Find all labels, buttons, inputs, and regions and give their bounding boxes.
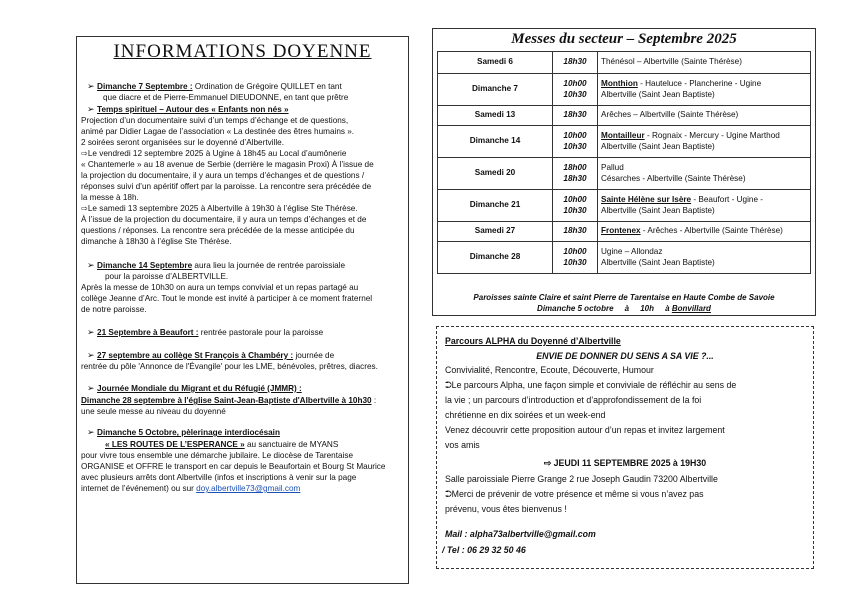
mass-place	[601, 195, 807, 206]
info-line	[81, 236, 232, 247]
mass-places	[598, 52, 811, 74]
mass-times	[553, 74, 598, 106]
masses-footer-parishes: Paroisses sainte Claire et saint Pierre de Tarentaise en Haute Combe de Savoie	[473, 293, 775, 302]
mass-time: 18h30	[563, 110, 587, 120]
mass-places	[598, 190, 811, 222]
bullet-arrow-icon: ➢	[87, 350, 98, 360]
info-line	[81, 159, 374, 170]
info-line	[105, 271, 228, 282]
info-line	[81, 461, 385, 472]
alpha-line: la vie ; un parcours d’introduction et d’approfondissement de la foi	[445, 395, 702, 405]
info-line-heading: « LES ROUTES DE L’ESPERANCE »	[105, 440, 245, 449]
info-line-text: pour la paroisse d’ALBERTVILLE.	[105, 272, 229, 281]
mass-place	[601, 131, 807, 142]
alpha-tel: / Tel : 06 29 32 50 46	[442, 545, 526, 555]
mass-time: 10h00	[563, 247, 587, 256]
info-line-heading: Dimanche 7 Septembre :	[97, 82, 193, 91]
info-line-text: À l’issue de la projection du documentaire, il y aura un temps d’échanges et de	[81, 215, 367, 224]
mass-place	[601, 110, 807, 121]
info-line-heading: Temps spirituel – Autour des « Enfants non nés »	[97, 105, 289, 114]
info-line-text: aura lieu la journée de rentrée paroissiale	[192, 261, 346, 270]
bullet-arrow-icon: ➢	[87, 327, 98, 337]
mass-row	[438, 106, 811, 126]
info-line-text: une seule messe au niveau du doyenné	[81, 407, 226, 416]
alpha-mail[interactable]: Mail : alpha73albertville@gmail.com	[445, 529, 596, 539]
info-line-text: la projection du documentaire, il y aura un temps d’échanges et de questions /	[81, 171, 365, 180]
mass-places	[598, 106, 811, 126]
info-line-text: la messe à 18h.	[81, 193, 139, 202]
mass-place-text: - Beaufort - Ugine -	[691, 195, 764, 204]
mass-times	[553, 190, 598, 222]
mass-place	[601, 226, 807, 237]
info-line	[87, 81, 342, 92]
mass-time: 10h30	[563, 89, 587, 99]
info-line	[87, 104, 289, 115]
footer-date: Dimanche 5 octobre	[537, 304, 614, 313]
info-line-text: :	[371, 396, 377, 405]
bullet-arrow-icon: ➢	[87, 427, 98, 437]
mass-row	[438, 74, 811, 106]
alpha-line: Convivialité, Rencontre, Ecoute, Découverte, Humour	[445, 365, 654, 375]
info-line	[103, 92, 348, 103]
mass-place-text: Césarches - Albertville (Sainte Thérèse)	[601, 173, 746, 183]
mass-place-text: Ugine – Allondaz	[601, 247, 663, 256]
mass-row	[438, 158, 811, 190]
mass-place-text: Albertville (Saint Jean Baptiste)	[601, 141, 715, 151]
mass-place-highlight: Sainte Hélène sur Isère	[601, 195, 692, 204]
info-line	[81, 214, 366, 225]
alpha-panel	[436, 326, 814, 569]
mass-time: 18h30	[563, 173, 587, 183]
mass-place-text: Albertville (Saint Jean Baptiste)	[601, 205, 715, 215]
info-line	[81, 293, 372, 304]
info-line	[81, 225, 355, 236]
info-line	[81, 170, 364, 181]
footer-a2: à	[665, 304, 670, 313]
mass-place	[601, 79, 807, 90]
info-line-heading: Dimanche 14 Septembre	[97, 261, 193, 270]
info-line-text: internet de l’événement) ou sur	[81, 484, 197, 493]
mass-place	[601, 174, 807, 185]
mass-time: 10h00	[563, 79, 587, 88]
info-line	[81, 395, 376, 406]
mass-place-highlight: Monthion	[601, 79, 638, 88]
info-line-text: dimanche à 18h30 à l’église Ste Thérèse.	[81, 237, 232, 246]
alpha-heading: Parcours ALPHA du Doyenné d’Albertville	[445, 336, 621, 346]
mass-day: Samedi 27	[438, 222, 553, 242]
bullet-arrow-icon: ➢	[87, 104, 98, 114]
info-line	[87, 427, 280, 438]
alpha-line: ⮊Merci de prévenir de votre présence et même si vous n’avez pas	[445, 489, 704, 499]
mass-place-text: Albertville (Saint Jean Baptiste)	[601, 89, 715, 99]
info-line	[81, 472, 356, 483]
masses-panel	[432, 28, 816, 316]
mass-day: Dimanche 7	[438, 74, 553, 106]
info-line-heading: Dimanche 28 septembre à l'église Saint-Jean-Baptiste d'Albertville à 10h30	[81, 396, 372, 405]
mass-place	[601, 90, 807, 101]
alpha-line: vos amis	[445, 440, 480, 450]
mass-day: Dimanche 21	[438, 190, 553, 222]
mass-row	[438, 242, 811, 274]
info-line-text: Après la messe de 10h30 on aura un temps convivial et un repas partagé au	[81, 283, 359, 292]
mass-times	[553, 52, 598, 74]
mass-places	[598, 242, 811, 274]
mass-place	[601, 247, 807, 258]
mass-times	[553, 126, 598, 158]
mass-places	[598, 158, 811, 190]
info-line-text: 2 soirées seront organisées sur le doyenné d’Albertville.	[81, 138, 284, 147]
info-line-text: Ordination de Grégoire QUILLET en tant	[192, 82, 342, 91]
mass-day: Dimanche 14	[438, 126, 553, 158]
alpha-line: chrétienne en dix soirées et un week-end	[445, 410, 606, 420]
info-line	[87, 350, 334, 361]
mass-day: Samedi 20	[438, 158, 553, 190]
footer-a1: à	[624, 304, 630, 313]
mass-place	[601, 57, 807, 68]
mass-time: 18h00	[563, 163, 587, 172]
info-line-text: ⇨Le vendredi 12 septembre 2025 à Ugine à 18h45 au Local d’aumônerie	[81, 149, 347, 158]
info-line	[81, 203, 358, 214]
info-line-text: au sanctuaire de MYANS	[244, 440, 339, 449]
mass-row	[438, 52, 811, 74]
mass-place-highlight: Frontenex	[601, 226, 641, 236]
mass-places	[598, 126, 811, 158]
masses-table	[437, 51, 811, 274]
mass-times	[553, 242, 598, 274]
info-line-heading: 27 septembre au collège St François à Chambéry :	[97, 351, 294, 360]
mass-time: 10h30	[563, 205, 587, 215]
mass-time: 10h00	[563, 195, 587, 204]
mass-place	[601, 206, 807, 217]
mass-day: Dimanche 28	[438, 242, 553, 274]
bullet-arrow-icon: ➢	[87, 81, 98, 91]
info-line-text: rentrée pastorale pour la paroisse	[198, 328, 324, 337]
info-line-text: animé par Didier Lagae de l’association « La destinée des êtres humains ».	[81, 127, 355, 136]
info-line	[81, 181, 371, 192]
mass-time: 10h00	[563, 131, 587, 140]
mass-place-text: Pallud	[601, 163, 624, 172]
alpha-date: ⇨ JEUDI 11 SEPTEMBRE 2025 à 19H30	[543, 458, 707, 468]
mass-times	[553, 222, 598, 242]
info-line[interactable]	[81, 483, 300, 494]
info-line	[81, 282, 358, 293]
mass-place-text: Thénésol – Albertville (Sainte Thérèse)	[601, 57, 742, 67]
info-line	[81, 450, 353, 461]
mass-place-text: Arêches – Albertville (Sainte Thérèse)	[601, 110, 739, 120]
bullet-arrow-icon: ➢	[87, 260, 98, 270]
info-line-text: rentrée du pôle 'Annonce de l'Évangile' pour les LME, bénévoles, prêtres, diacres.	[81, 362, 378, 371]
mass-place-text: - Arêches - Albertville (Sainte Thérèse)	[640, 226, 783, 236]
masses-footer-date	[433, 304, 815, 313]
mass-place-text: - Hauteluce - Plancherine - Ugine	[637, 79, 762, 88]
info-line-text: questions / réponses. La rencontre sera précédée de la messe anticipée du	[81, 226, 355, 235]
info-line-text: journée de	[293, 351, 335, 360]
mass-time: 18h30	[563, 57, 587, 67]
info-line	[105, 439, 338, 450]
info-line	[81, 192, 139, 203]
mass-time: 18h30	[563, 226, 587, 236]
mass-places	[598, 74, 811, 106]
info-line	[81, 406, 226, 417]
mass-day: Samedi 13	[438, 106, 553, 126]
info-line	[87, 383, 302, 394]
panel-title: INFORMATIONS DOYENNE	[113, 41, 372, 62]
info-line	[87, 260, 345, 271]
mass-places	[598, 222, 811, 242]
mass-row	[438, 126, 811, 158]
info-line-text: pour vivre tous ensemble une démarche jubilaire. Le diocèse de Tarentaise	[81, 451, 354, 460]
info-line-text: réponses suivi d’un apéritif offert par la paroisse. La rencontre sera précédée de	[81, 182, 372, 191]
bullet-arrow-icon: ➢	[87, 383, 98, 393]
info-line-text: Projection d’un documentaire suivi d’un temps d’échange et de questions,	[81, 116, 349, 125]
mass-place-text: - Rognaix - Mercury - Ugine Marthod	[644, 131, 780, 140]
footer-time: 10h	[640, 304, 655, 313]
info-line-text: « Chantemerle » au 18 avenue de Serbie (derrière le magasin Proxi) À l’issue de	[81, 160, 374, 169]
email-link[interactable]: doy.albertville73@gmail.com	[196, 484, 301, 493]
info-line-heading: Journée Mondiale du Migrant et du Réfugié (JMMR) :	[97, 384, 302, 393]
mass-time: 10h30	[563, 257, 587, 267]
info-line	[81, 304, 147, 315]
mass-place-highlight: Montailleur	[601, 131, 645, 140]
info-line-text: avec plusieurs arrêts dont Albertville (infos et inscriptions à venir sur la page	[81, 473, 357, 482]
alpha-line: prévenu, vous êtes bienvenus !	[445, 504, 567, 514]
info-line	[81, 137, 284, 148]
mass-place	[601, 142, 807, 153]
info-line-text: ⇨Le samedi 13 septembre 2025 à Albertville à 19h30 à l’église Ste Thérèse.	[81, 204, 358, 213]
masses-title: Messes du secteur – Septembre 2025	[511, 31, 737, 47]
mass-place	[601, 163, 807, 174]
mass-day: Samedi 6	[438, 52, 553, 74]
alpha-line: ⮊Le parcours Alpha, une façon simple et conviviale de réfléchir au sens de	[445, 380, 737, 390]
alpha-line: Venez découvrir cette proposition autour d’un repas et invitez largement	[445, 425, 725, 435]
info-line-text: de notre paroisse.	[81, 305, 147, 314]
info-line	[81, 115, 348, 126]
mass-times	[553, 106, 598, 126]
info-line-heading: Dimanche 5 Octobre, pèlerinage interdiocésain	[97, 428, 280, 437]
mass-time: 10h30	[563, 141, 587, 151]
mass-place	[601, 258, 807, 269]
alpha-subheading: ENVIE DE DONNER DU SENS A SA VIE ?...	[536, 351, 714, 361]
mass-times	[553, 158, 598, 190]
info-line-text: que diacre et de Pierre-Emmanuel DIEUDONNE, en tant que prêtre	[103, 93, 349, 102]
mass-row	[438, 190, 811, 222]
info-line-heading: 21 Septembre à Beaufort :	[97, 328, 199, 337]
mass-row	[438, 222, 811, 242]
info-line	[81, 361, 378, 372]
info-line-text: ORGANISE et OFFRE le transport en car depuis le Beaufortain et Bourg St Maurice	[81, 462, 386, 471]
footer-place: Bonvillard	[671, 304, 711, 313]
info-line	[81, 148, 346, 159]
doyenne-info-panel	[76, 36, 409, 584]
alpha-line: Salle paroissiale Pierre Grange 2 rue Joseph Gaudin 73200 Albertville	[445, 474, 718, 484]
info-line	[87, 327, 323, 338]
info-line	[81, 126, 354, 137]
info-line-text: collège Jeanne d’Arc. Tout le monde est invité à participer à ce moment fraternel	[81, 294, 373, 303]
mass-place-text: Albertville (Saint Jean Baptiste)	[601, 257, 715, 267]
